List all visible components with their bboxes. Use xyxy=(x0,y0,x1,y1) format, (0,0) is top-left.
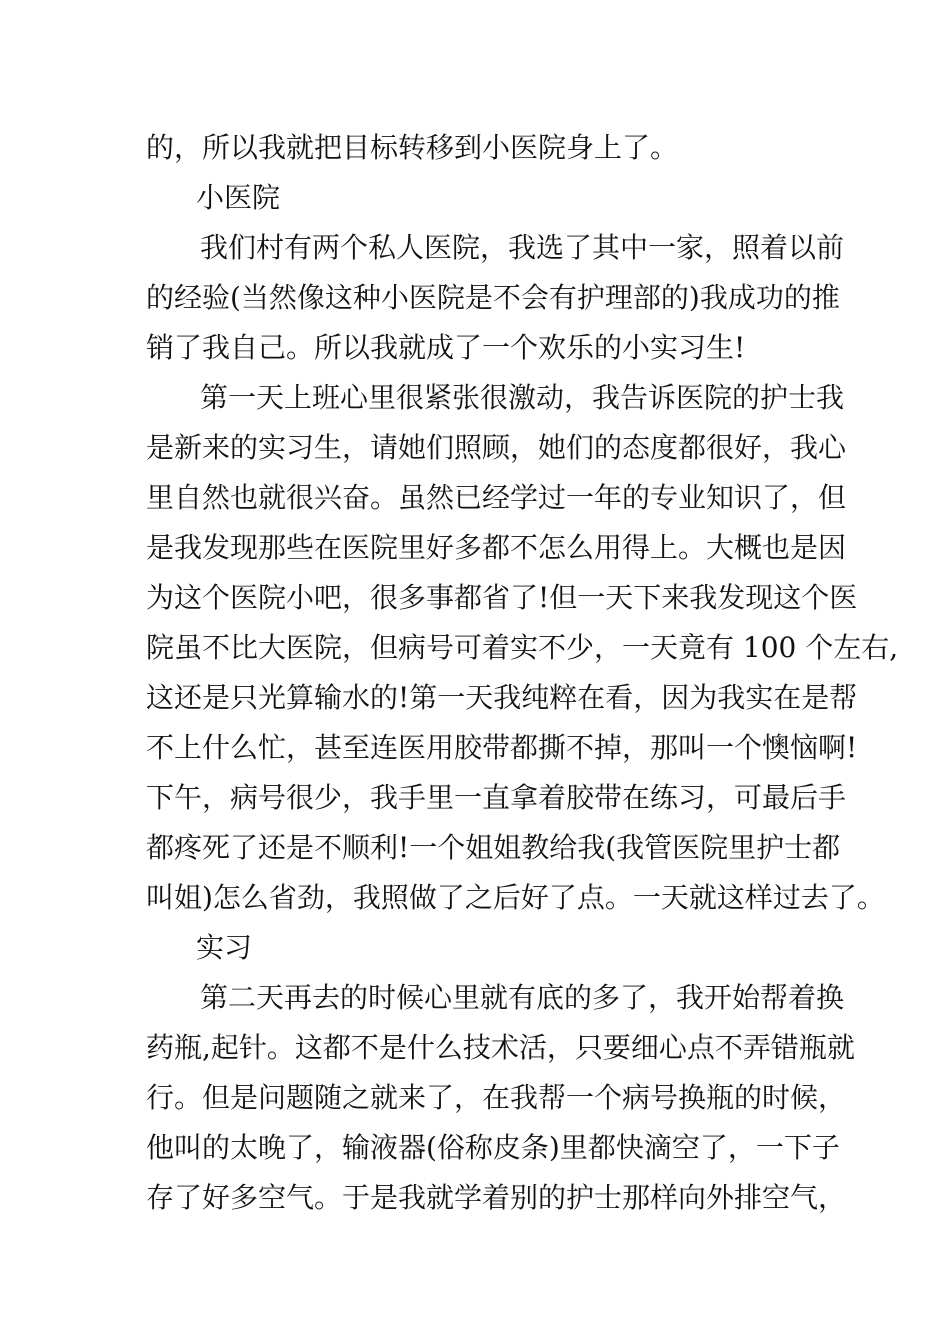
text-line: 为这个医院小吧，很多事都省了!但一天下来我发现这个医 xyxy=(146,581,858,614)
text-line: 我们村有两个私人医院，我选了其中一家，照着以前 xyxy=(200,231,845,264)
text-line: 的经验(当然像这种小医院是不会有护理部的)我成功的推 xyxy=(146,281,840,314)
text-line: 叫姐)怎么省劲，我照做了之后好了点。一天就这样过去了。 xyxy=(146,881,885,914)
section-heading: 小医院 xyxy=(196,181,281,214)
text-line: 下午，病号很少，我手里一直拿着胶带在练习，可最后手 xyxy=(146,781,847,814)
text-line: 是我发现那些在医院里好多都不怎么用得上。大概也是因 xyxy=(146,531,847,564)
section-heading: 实习 xyxy=(196,931,253,964)
text-line: 都疼死了还是不顺利!一个姐姐教给我(我管医院里护士都 xyxy=(146,831,841,864)
text-line: 销了我自己。所以我就成了一个欢乐的小实习生! xyxy=(146,331,746,364)
text-line: 院虽不比大医院，但病号可着实不少，一天竟有 100 个左右, xyxy=(146,631,899,664)
text-line: 行。但是问题随之就来了，在我帮一个病号换瓶的时候， xyxy=(146,1081,847,1114)
text-line: 存了好多空气。于是我就学着别的护士那样向外排空气， xyxy=(146,1181,847,1214)
text-line: 这还是只光算输水的!第一天我纯粹在看，因为我实在是帮 xyxy=(146,681,858,714)
text-line: 药瓶,起针。这都不是什么技术活，只要细心点不弄错瓶就 xyxy=(146,1031,855,1064)
text-line: 他叫的太晚了，输液器(俗称皮条)里都快滴空了，一下子 xyxy=(146,1131,840,1164)
text-line: 里自然也就很兴奋。虽然已经学过一年的专业知识了，但 xyxy=(146,481,847,514)
text-line: 第二天再去的时候心里就有底的多了，我开始帮着换 xyxy=(200,981,845,1014)
text-line: 不上什么忙，甚至连医用胶带都撕不掉，那叫一个懊恼啊! xyxy=(146,731,858,764)
text-line: 第一天上班心里很紧张很激动，我告诉医院的护士我 xyxy=(200,381,845,414)
text-line: 是新来的实习生，请她们照顾，她们的态度都很好，我心 xyxy=(146,431,847,464)
text-line: 的，所以我就把目标转移到小医院身上了。 xyxy=(146,131,679,164)
